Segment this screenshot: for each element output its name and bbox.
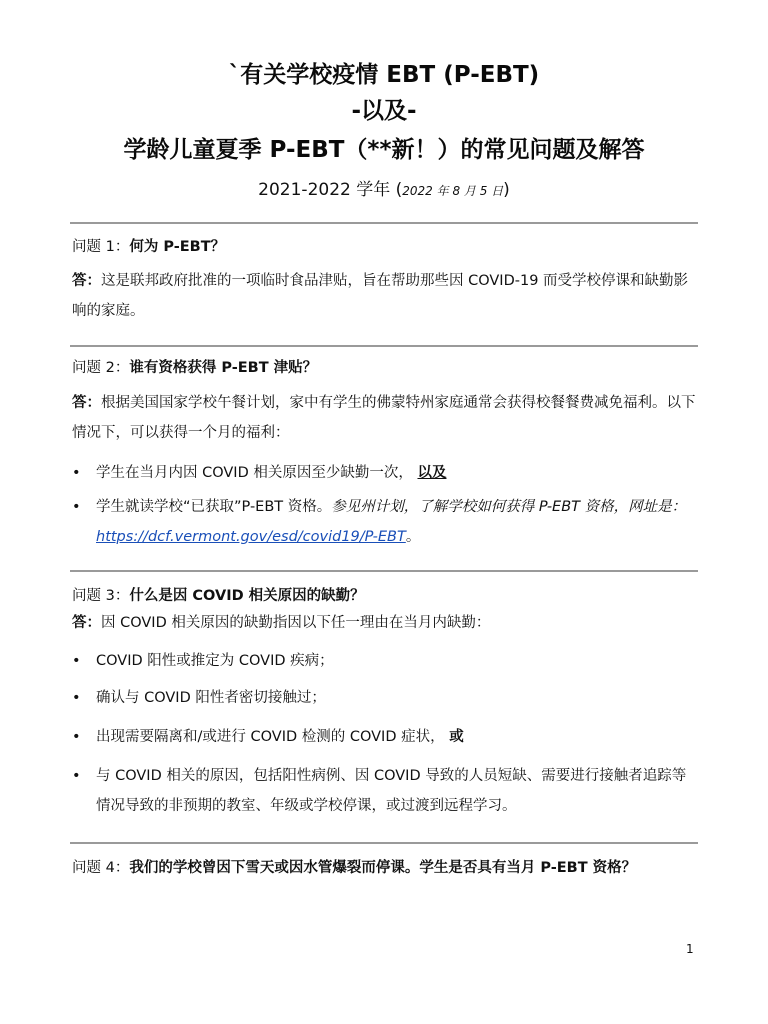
pebt-link[interactable]: https://dcf.vermont.gov/esd/covid19/P-EBT	[96, 529, 406, 545]
question-2-text: 谁有资格获得 P-EBT 津贴？	[129, 360, 318, 376]
section-divider	[70, 842, 698, 844]
school-year-line	[0, 178, 768, 203]
section-divider	[70, 570, 698, 572]
answer-2-text: 根据美国国家学校午餐计划，家中有学生的佛蒙特州家庭通常会获得校餐餐费减免福利。以下情况下，可以获得一个月的福利：	[72, 395, 696, 441]
revision-date: 2022 年 8 月 5 日	[402, 184, 504, 198]
list-item-text: COVID 阳性或推定为 COVID 疾病；	[96, 653, 334, 669]
page-number: 1	[686, 942, 694, 956]
title-line-3: 学龄儿童夏季 P-EBT（**新！）的常见问题及解答	[123, 137, 645, 163]
bullet-icon: •	[72, 729, 81, 745]
question-3	[72, 584, 692, 608]
question-4	[72, 853, 698, 883]
bullet-icon: •	[72, 690, 81, 706]
emphasis-text: 以及	[417, 465, 447, 481]
answer-1	[72, 266, 698, 326]
question-4-prefix: 问题 4：	[72, 860, 130, 876]
section-divider	[70, 222, 698, 224]
question-2	[72, 356, 692, 380]
answer-2-label: 答：	[72, 395, 101, 411]
school-year: 2021-2022 学年 (	[258, 180, 403, 200]
bullet-icon: •	[72, 768, 81, 784]
list-item-text: 与 COVID 相关的原因，包括阳性病例、因 COVID 导致的人员短缺、需要进行接触者追踪等情况导致的非预期的教室、年级或学校停课，或过渡到远程学习。	[96, 768, 687, 814]
question-3-text: 什么是因 COVID 相关原因的缺勤？	[129, 588, 365, 604]
list-item-text: 出现需要隔离和/或进行 COVID 检测的 COVID 症状，	[96, 729, 445, 745]
title-line-2: -以及-	[351, 98, 417, 124]
bullet-icon: •	[72, 499, 81, 515]
question-3-prefix: 问题 3：	[72, 588, 130, 604]
bullet-icon: •	[72, 465, 81, 481]
state-plan-note: 参见州计划，了解学校如何获得 P-EBT 资格，网址是：	[331, 499, 687, 515]
answer-1-label: 答：	[72, 273, 101, 289]
answer-3	[72, 608, 698, 638]
answer-3-label: 答：	[72, 615, 101, 631]
list-item-tail: 。	[405, 529, 421, 545]
list-item-text: 确认与 COVID 阳性者密切接触过；	[96, 690, 326, 706]
question-1-prefix: 问题 1：	[72, 239, 130, 255]
school-year-close: )	[503, 180, 510, 200]
answer-3-text: 因 COVID 相关原因的缺勤指因以下任一理由在当月内缺勤：	[101, 615, 491, 631]
question-1-text: 何为 P-EBT？	[129, 239, 226, 255]
answer-1-text: 这是联邦政府批准的一项临时食品津贴，旨在帮助那些因 COVID-19 而受学校停课和缺勤影响的家庭。	[72, 273, 689, 319]
answer-2	[72, 388, 698, 448]
emphasis-text: 或	[449, 729, 464, 745]
list-item-text: 学生就读学校“已获取”P-EBT 资格。	[96, 499, 332, 515]
question-1	[72, 235, 692, 259]
question-2-prefix: 问题 2：	[72, 360, 130, 376]
list-item-text: 学生在当月内因 COVID 相关原因至少缺勤一次，	[96, 465, 413, 481]
title-line-1: `有关学校疫情 EBT (P-EBT)	[228, 62, 540, 88]
section-divider	[70, 345, 698, 347]
bullet-icon: •	[72, 653, 81, 669]
question-4-text: 我们的学校曾因下雪天或因水管爆裂而停课。学生是否具有当月 P-EBT 资格？	[129, 860, 637, 876]
